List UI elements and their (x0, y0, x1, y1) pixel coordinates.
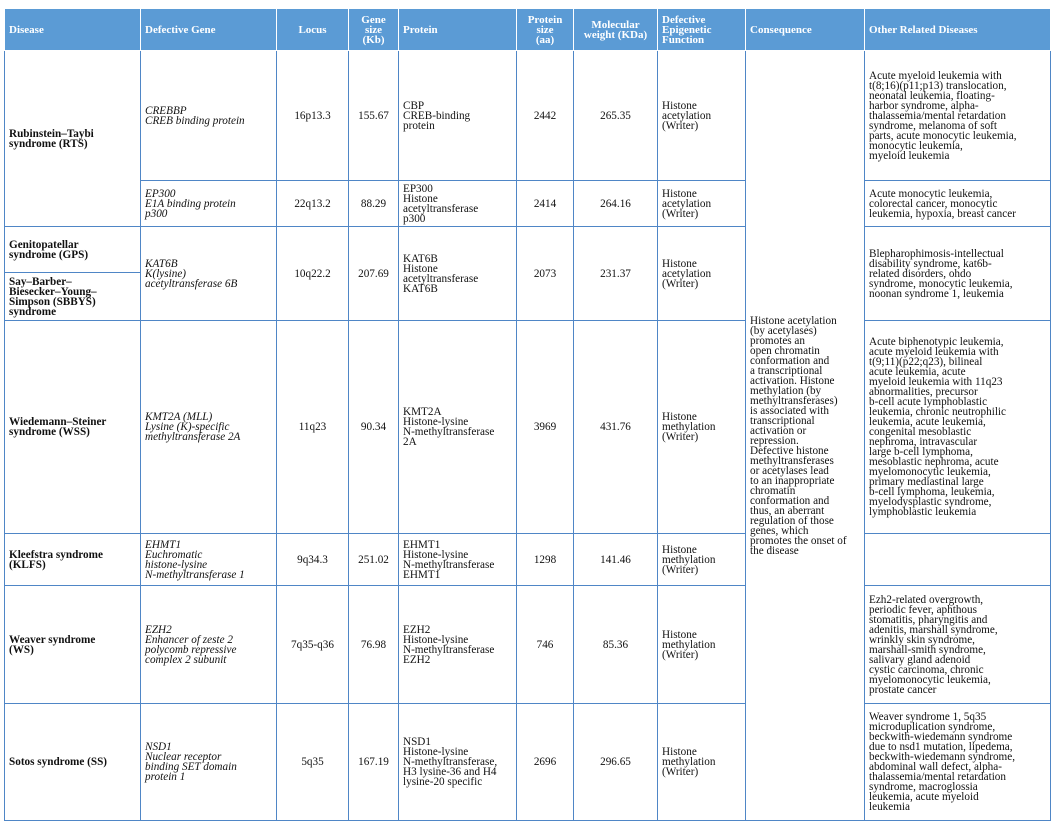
text-line: syndrome (GPS) (9, 248, 89, 261)
header-locus: Locus (277, 9, 349, 51)
disease-gene-table (4, 8, 1051, 821)
text-line: lymphoblastic leukemia (869, 506, 977, 518)
header-protein: Protein (399, 9, 517, 51)
text-line: Histone (662, 99, 697, 112)
text-line: size (536, 23, 554, 36)
text-line: (Writer) (662, 277, 699, 290)
table-row (5, 704, 1051, 821)
text-line: nephroma, intravascular (869, 436, 978, 448)
locus-cell: 22q13.2 (277, 181, 349, 227)
gene-cell (141, 321, 277, 534)
text-line: leukemia, acute myeloid (869, 791, 979, 803)
other-diseases-cell (865, 704, 1051, 821)
text-line: Biesecker–Young– (9, 285, 97, 298)
gene-cell (141, 586, 277, 704)
protein-cell (399, 227, 517, 321)
text-line: polycomb repressive (145, 643, 237, 656)
header-epigenetic-function (658, 9, 746, 51)
text-line: CBP (403, 99, 425, 112)
text-line: primary mediastinal large (869, 476, 984, 488)
text-line: Lysine (K)-specific (145, 421, 230, 433)
locus-cell: 7q35-q36 (277, 586, 349, 704)
text-line: Defective histone (750, 444, 829, 457)
function-cell (658, 534, 746, 586)
text-line: Rubinstein–Taybi (9, 127, 94, 140)
text-line: Defective (662, 13, 706, 26)
text-line: adenitis, marshall syndrome, (869, 623, 998, 636)
text-line: microduplication syndrome, (869, 721, 996, 733)
text-line: t(8;16)(p11;p13) translocation, (869, 79, 1007, 92)
text-line: b-cell lymphoma, leukemia, (869, 486, 995, 498)
header-consequence: Consequence (746, 9, 865, 51)
text-line: promotes the onset of (750, 534, 847, 547)
disease-cell (5, 227, 141, 321)
protein-cell (399, 321, 517, 534)
gene-cell (141, 181, 277, 227)
header-defective-gene: Defective Gene (141, 9, 277, 51)
text-line: monocytic leukemia, (869, 139, 963, 152)
text-line: Blepharophimosis-intellectual (869, 247, 1004, 260)
other-diseases-cell (865, 181, 1051, 227)
text-line: Wiedemann–Steiner (9, 416, 107, 428)
gene-size-cell: 167.19 (349, 704, 399, 821)
text-line: EP300 (145, 187, 176, 200)
text-line: salivary gland adenoid (869, 653, 971, 666)
molecular-weight-cell: 85.36 (574, 586, 658, 704)
text-line: syndrome, macroglossia (869, 781, 978, 793)
molecular-weight-cell: 296.65 (574, 704, 658, 821)
function-cell (658, 227, 746, 321)
table-row (5, 586, 1051, 704)
text-line: methylation (662, 756, 716, 768)
gene-size-cell: 88.29 (349, 181, 399, 227)
text-line: (Writer) (662, 431, 699, 443)
protein-size-cell: 2696 (517, 704, 574, 821)
text-line: N-methyltransferase 1 (145, 568, 245, 581)
text-line: KMT2A (403, 406, 442, 418)
text-line: Histone-lysine (403, 746, 469, 758)
other-diseases-cell (865, 227, 1051, 321)
text-line: H3 lysine-36 and H4 (403, 766, 497, 778)
text-line: complex 2 subunit (145, 653, 227, 666)
table-row (5, 534, 1051, 586)
text-line: size (364, 23, 383, 36)
text-line: myeloid leukemia with 11q23 (869, 376, 1003, 388)
other-diseases-cell (865, 321, 1051, 534)
text-line: thalassemia/mental retardation (869, 771, 1006, 783)
text-line: or acetylases lead (750, 464, 829, 477)
protein-cell (399, 704, 517, 821)
table-row (5, 181, 1051, 227)
text-line: methylation (by (750, 384, 822, 397)
text-line: NSD1 (403, 736, 431, 748)
text-line: Molecular (591, 18, 640, 31)
text-line: (by acetylases) (750, 324, 817, 337)
text-line: cystic carcinoma, chronic (869, 663, 984, 676)
text-line: beckwith-wiedemann syndrome (869, 731, 1013, 743)
text-line: CREB binding protein (145, 114, 245, 127)
text-line: protein 1 (145, 771, 186, 783)
text-line: acute leukemia, acute (869, 366, 966, 378)
text-line: EHMT1 (403, 568, 441, 581)
text-line: thus, an aberrant (750, 504, 825, 517)
text-line: Acute biphenotypic leukemia, (869, 336, 1004, 348)
text-line: Sotos syndrome (SS) (9, 756, 108, 768)
text-line: neonatal leukemia, floating- (869, 89, 995, 102)
text-line: Histone (662, 187, 697, 200)
text-line: myelodysplastic syndrome, (869, 496, 992, 508)
text-line: (Writer) (662, 766, 699, 778)
disease-cell (5, 534, 141, 586)
text-line: EHMT1 (145, 538, 182, 551)
text-line: syndrome (9, 305, 57, 318)
text-line: leukemia, chronic neutrophilic (869, 406, 1006, 418)
text-line: leukemia, hypoxia, breast cancer (869, 207, 1016, 220)
text-line: thalassemia/mental retardation (869, 109, 1006, 122)
text-line: (KLFS) (9, 558, 46, 571)
locus-cell: 9q34.3 (277, 534, 349, 586)
disease-gps (5, 227, 140, 273)
text-line: harbor syndrome, alpha- (869, 99, 979, 112)
text-line: NSD1 (145, 741, 172, 753)
text-line: periodic fever, aphthous (869, 603, 977, 616)
text-line: congenital mesoblastic (869, 426, 972, 438)
text-line: Say–Barber– (9, 275, 72, 288)
text-line: open chromatin (750, 344, 820, 357)
text-line: myelomonocytic leukemia, (869, 673, 991, 686)
text-line: E1A binding protein (145, 197, 236, 210)
text-line: Histone (662, 257, 697, 270)
text-line: is associated with (750, 404, 829, 417)
locus-cell: 16p13.3 (277, 51, 349, 181)
text-line: marshall-smith syndrome, (869, 643, 986, 656)
text-line: KAT6B (403, 282, 438, 295)
text-line: methyltransferase 2A (145, 431, 241, 443)
text-line: Genitopatellar (9, 238, 79, 251)
text-line: activation or (750, 424, 807, 437)
text-line: CREBBP (145, 104, 187, 117)
text-line: Weaver syndrome 1, 5q35 (869, 711, 987, 723)
text-line: Ezh2-related overgrowth, (869, 593, 984, 606)
text-line: Histone (662, 543, 697, 556)
other-diseases-cell (865, 586, 1051, 704)
text-line: acetyltransferase (403, 272, 479, 285)
text-line: acute myeloid leukemia with (869, 346, 999, 358)
text-line: weight (KDa) (583, 28, 648, 41)
text-line: methyltransferases (750, 454, 834, 467)
text-line: disability syndrome, kat6b- (869, 257, 992, 270)
text-line: EHMT1 (403, 538, 441, 551)
table-row (5, 51, 1051, 181)
text-line: methylation (662, 638, 716, 651)
text-line: syndrome (RTS) (9, 137, 88, 150)
text-line: K(lysine) (145, 267, 187, 280)
text-line: acetylation (662, 267, 712, 280)
molecular-weight-cell: 231.37 (574, 227, 658, 321)
text-line: chromatin (750, 484, 796, 497)
gene-size-cell: 251.02 (349, 534, 399, 586)
function-cell (658, 586, 746, 704)
text-line: Histone (662, 628, 697, 641)
text-line: syndrome (WSS) (9, 426, 90, 438)
text-line: KAT6B (145, 257, 178, 270)
text-line: Acute monocytic leukemia, (869, 187, 993, 200)
text-line: wrinkly skin syndrome, (869, 633, 975, 646)
text-line: KMT2A (MLL) (145, 411, 213, 423)
text-line: lysine-20 specific (403, 776, 483, 788)
protein-cell (399, 586, 517, 704)
text-line: EZH2 (145, 623, 172, 636)
text-line: N-methyltransferase (403, 558, 495, 571)
other-diseases-cell (865, 51, 1051, 181)
header-protein-size (517, 9, 574, 51)
text-line: N-methyltransferase (403, 643, 495, 656)
molecular-weight-cell: 264.16 (574, 181, 658, 227)
protein-cell (399, 181, 517, 227)
text-line: EZH2 (403, 623, 431, 636)
text-line: Weaver syndrome (9, 633, 96, 646)
locus-cell: 5q35 (277, 704, 349, 821)
header-row (5, 9, 1051, 51)
text-line: parts, acute monocytic leukemia, (869, 129, 1017, 142)
table-row (5, 321, 1051, 534)
text-line: Epigenetic (662, 23, 712, 36)
text-line: Function (662, 33, 705, 46)
text-line: syndrome, monocytic leukemia, (869, 277, 1013, 290)
text-line: prostate cancer (869, 683, 937, 696)
text-line: large b-cell lymphoma, (869, 446, 973, 458)
gene-size-cell: 76.98 (349, 586, 399, 704)
consequence-cell (746, 51, 865, 821)
text-line: abdominal wall defect, alpha- (869, 761, 1002, 773)
gene-cell (141, 534, 277, 586)
function-cell (658, 321, 746, 534)
text-line: methyltransferases) (750, 394, 838, 407)
gene-cell (141, 51, 277, 181)
text-line: mesoblastic nephroma, acute (869, 456, 999, 468)
molecular-weight-cell: 141.46 (574, 534, 658, 586)
protein-size-cell: 3969 (517, 321, 574, 534)
header-molecular-weight (574, 9, 658, 51)
protein-cell (399, 51, 517, 181)
protein-cell (399, 534, 517, 586)
text-line: methylation (662, 421, 716, 433)
gene-size-cell: 207.69 (349, 227, 399, 321)
text-line: N-methyltransferase, (403, 756, 498, 768)
text-line: 2A (403, 436, 417, 448)
text-line: (Writer) (662, 648, 699, 661)
text-line: Histone (662, 411, 697, 423)
text-line: promotes an (750, 334, 805, 347)
function-cell (658, 704, 746, 821)
text-line: Gene (361, 13, 386, 26)
gene-size-cell: 90.34 (349, 321, 399, 534)
text-line: related disorders, ohdo (869, 267, 972, 280)
text-line: binding SET domain (145, 761, 237, 773)
text-line: (aa) (535, 33, 555, 46)
text-line: Histone-lysine (403, 416, 469, 428)
text-line: Simpson (SBBYS) (9, 295, 96, 308)
disease-cell (5, 51, 141, 227)
text-line: EZH2 (403, 653, 431, 666)
text-line: conformation and (750, 354, 830, 367)
text-line: beckwith-wiedemann syndrome, (869, 751, 1016, 763)
other-diseases-cell (865, 534, 1051, 586)
text-line: to an inappropriate (750, 474, 835, 487)
text-line: the disease (750, 544, 799, 557)
text-line: acetyltransferase (403, 202, 479, 215)
text-line: Enhancer of zeste 2 (145, 633, 233, 646)
text-line: acetylation (662, 109, 712, 122)
text-line: (Writer) (662, 119, 699, 132)
text-line: (Writer) (662, 207, 699, 220)
text-line: regulation of those (750, 514, 834, 527)
protein-size-cell: 2442 (517, 51, 574, 181)
text-line: myelomonocytic leukemia, (869, 466, 991, 478)
function-cell (658, 181, 746, 227)
header-gene-size (349, 9, 399, 51)
text-line: (Writer) (662, 563, 699, 576)
text-line: b-cell acute lymphoblastic (869, 396, 988, 408)
text-line: colorectal cancer, monocytic (869, 197, 998, 210)
text-line: Euchromatic (145, 548, 203, 561)
text-line: due to nsd1 mutation, lipedema, (869, 741, 1013, 753)
protein-size-cell: 746 (517, 586, 574, 704)
text-line: (WS) (9, 643, 34, 656)
text-line: t(9;11)(p22;q23), bilineal (869, 356, 983, 368)
disease-cell (5, 704, 141, 821)
protein-size-cell: 2073 (517, 227, 574, 321)
text-line: noonan syndrome 1, leukemia (869, 287, 1004, 300)
text-line: Histone-lysine (403, 548, 469, 561)
text-line: activation. Histone (750, 374, 835, 387)
text-line: p300 (403, 212, 426, 225)
table-row (5, 227, 1051, 321)
text-line: myeloid leukemia (869, 149, 950, 162)
text-line: acetylation (662, 197, 712, 210)
text-line: genes, which (750, 524, 809, 537)
text-line: N-methyltransferase (403, 426, 495, 438)
text-line: transcriptional (750, 414, 815, 427)
function-cell (658, 51, 746, 181)
locus-cell: 10q22.2 (277, 227, 349, 321)
text-line: syndrome, melanoma of soft (869, 119, 998, 132)
text-line: Histone-lysine (403, 633, 469, 646)
text-line: p300 (145, 207, 168, 220)
text-line: CREB-binding (403, 109, 471, 122)
text-line: KAT6B (403, 252, 438, 265)
text-line: Protein (527, 13, 563, 26)
text-line: Kleefstra syndrome (9, 548, 103, 561)
text-line: conformation and (750, 494, 830, 507)
gene-cell (141, 227, 277, 321)
text-line: (Kb) (362, 33, 385, 46)
header-other-diseases: Other Related Diseases (865, 9, 1051, 51)
text-line: Histone (403, 262, 438, 275)
text-line: methylation (662, 553, 716, 566)
protein-size-cell: 1298 (517, 534, 574, 586)
text-line: Nuclear receptor (145, 751, 222, 763)
disease-cell (5, 586, 141, 704)
text-line: repression. (750, 434, 799, 447)
text-line: Acute myeloid leukemia with (869, 69, 1002, 82)
disease-sbbys (5, 273, 140, 320)
text-line: Histone (662, 746, 697, 758)
gene-size-cell: 155.67 (349, 51, 399, 181)
molecular-weight-cell: 265.35 (574, 51, 658, 181)
text-line: acetyltransferase 6B (145, 277, 238, 290)
gene-cell (141, 704, 277, 821)
locus-cell: 11q23 (277, 321, 349, 534)
text-line: Histone (403, 192, 438, 205)
text-line: stomatitis, pharyngitis and (869, 613, 988, 626)
text-line: histone-lysine (145, 558, 208, 571)
text-line: Histone acetylation (750, 314, 837, 327)
header-disease: Disease (5, 9, 141, 51)
molecular-weight-cell: 431.76 (574, 321, 658, 534)
text-line: protein (403, 119, 435, 132)
text-line: leukemia (869, 801, 911, 813)
protein-size-cell: 2414 (517, 181, 574, 227)
text-line: abnormalities, precursor (869, 386, 978, 398)
text-line: leukemia, acute leukemia, (869, 416, 986, 428)
text-line: EP300 (403, 182, 433, 195)
disease-cell (5, 321, 141, 534)
text-line: a transcriptional (750, 364, 823, 377)
